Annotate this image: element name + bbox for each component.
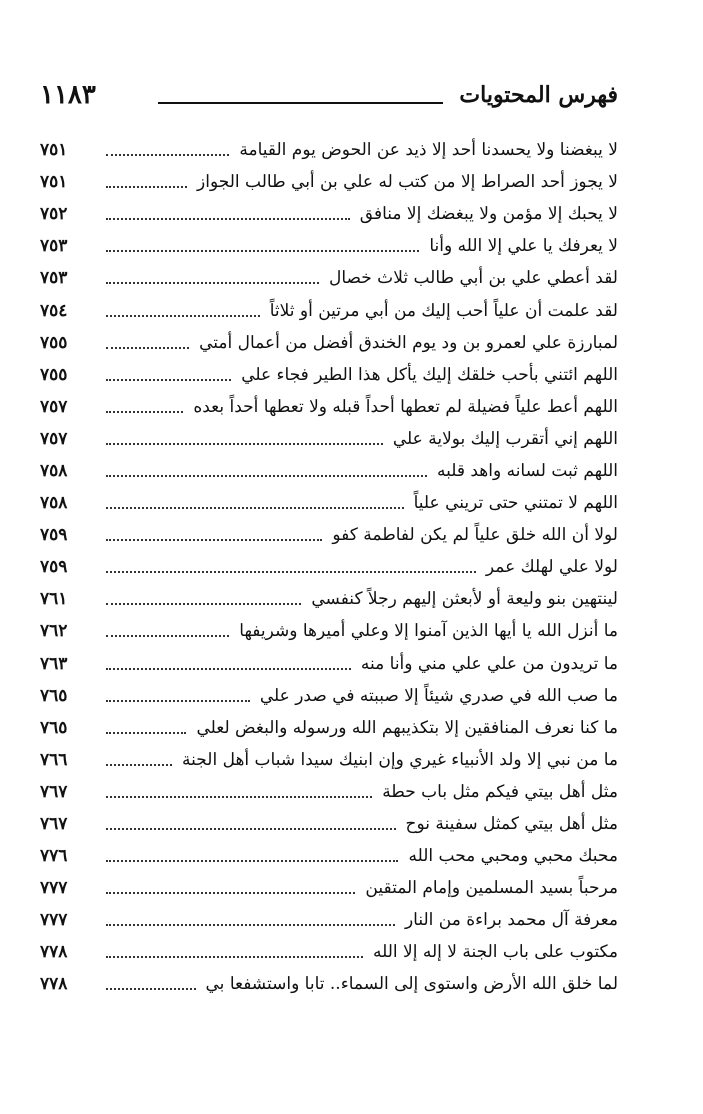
toc-entry	[40, 776, 618, 808]
toc-entry-title: لمبارزة علي لعمرو بن ود يوم الخندق أفضل من أعمال أمتي	[199, 332, 618, 353]
dot-leader	[106, 154, 229, 156]
toc-entry	[40, 519, 618, 551]
dot-leader	[106, 475, 427, 477]
dot-leader	[106, 860, 398, 862]
toc-entry-title: لولا أن الله خلق علياً لم يكن لفاطمة كفو	[332, 525, 618, 546]
toc-entry-page: ٧٧٨	[40, 942, 68, 963]
toc-list	[40, 134, 618, 1001]
toc-entry-title: معرفة آل محمد براءة من النار	[404, 910, 618, 931]
toc-entry-page: ٧٦٥	[40, 685, 68, 706]
toc-entry-title: لولا علي لهلك عمر	[485, 557, 618, 578]
toc-entry-page: ٧٥١	[40, 172, 68, 193]
toc-entry	[40, 936, 618, 968]
toc-entry-page: ٧٦٥	[40, 717, 68, 738]
toc-entry-page: ٧٥٧	[40, 396, 68, 417]
toc-entry	[40, 294, 618, 326]
dot-leader	[106, 956, 363, 958]
toc-entry-title: مثل أهل بيتي كمثل سفينة نوح	[405, 814, 618, 835]
toc-entry-title: مثل أهل بيتي فيكم مثل باب حطة	[382, 781, 618, 802]
dot-leader	[106, 700, 250, 702]
toc-entry	[40, 134, 618, 166]
dot-leader	[106, 411, 183, 413]
toc-entry-title: اللهم إني أتقرب إليك بولاية علي	[392, 428, 618, 449]
toc-entry-page: ٧٦٣	[40, 653, 68, 674]
toc-entry-page: ٧٥٣	[40, 268, 68, 289]
toc-entry-title: مرحباً بسيد المسلمين وإمام المتقين	[365, 878, 618, 899]
toc-entry-page: ٧٥٨	[40, 493, 68, 514]
toc-entry-page: ٧٧٧	[40, 878, 68, 899]
toc-entry-title: ما كنا نعرف المنافقين إلا بتكذيبهم الله ورسوله والبغض لعلي	[196, 717, 618, 738]
toc-entry-title: لينتهين بنو وليعة أو لأبعثن إليهم رجلاً كنفسي	[311, 589, 618, 610]
toc-entry	[40, 904, 618, 936]
toc-entry-title: محبك محبي ومحبي محب الله	[408, 846, 618, 867]
toc-entry-title: ما تريدون من علي علي مني وأنا منه	[360, 653, 618, 674]
toc-entry	[40, 615, 618, 647]
toc-entry-title: مكتوب على باب الجنة لا إله إلا الله	[373, 942, 618, 963]
dot-leader	[106, 186, 187, 188]
toc-entry-page: ٧٧٧	[40, 910, 68, 931]
toc-entry-title: اللهم ثبت لسانه واهد قلبه	[436, 460, 618, 481]
toc-entry	[40, 744, 618, 776]
toc-entry	[40, 551, 618, 583]
dot-leader	[106, 603, 301, 605]
toc-entry-page: ٧٥٣	[40, 236, 68, 257]
toc-entry	[40, 455, 618, 487]
dot-leader	[106, 796, 372, 798]
toc-entry-title: لقد علمت أن علياً أحب إليك من أبي مرتين أو ثلاثاً	[269, 300, 618, 321]
toc-entry	[40, 680, 618, 712]
toc-entry-title: اللهم لا تمتني حتى تريني علياً	[413, 493, 618, 514]
toc-entry	[40, 198, 618, 230]
toc-entry-page: ٧٥٥	[40, 332, 68, 353]
toc-entry	[40, 583, 618, 615]
toc-entry-title: لا يبغضنا ولا يحسدنا أحد إلا ذيد عن الحوض يوم القيامة	[239, 140, 618, 161]
page-title: فهرس المحتويات	[459, 82, 618, 108]
toc-entry	[40, 166, 618, 198]
toc-entry	[40, 648, 618, 680]
toc-entry	[40, 808, 618, 840]
toc-entry-page: ٧٥٨	[40, 460, 68, 481]
toc-entry-title: ما صب الله في صدري شيئاً إلا صببته في صدر علي	[259, 685, 618, 706]
dot-leader	[106, 988, 196, 990]
dot-leader	[106, 764, 172, 766]
toc-entry-title: لا يحبك إلا مؤمن ولا يبغضك إلا منافق	[359, 204, 618, 225]
dot-leader	[106, 282, 319, 284]
toc-entry	[40, 262, 618, 294]
dot-leader	[106, 250, 419, 252]
dot-leader	[106, 315, 260, 317]
header-rule	[158, 102, 443, 104]
toc-entry-page: ٧٥٩	[40, 557, 68, 578]
toc-entry-page: ٧٦١	[40, 589, 68, 610]
toc-entry	[40, 391, 618, 423]
toc-entry	[40, 872, 618, 904]
dot-leader	[106, 347, 189, 349]
toc-entry-page: ٧٧٨	[40, 974, 68, 995]
toc-entry	[40, 487, 618, 519]
toc-entry	[40, 359, 618, 391]
toc-entry-page: ٧٦٢	[40, 621, 68, 642]
toc-entry-page: ٧٥٩	[40, 525, 68, 546]
toc-entry-page: ٧٦٦	[40, 749, 68, 770]
page-number: ١١٨٣	[40, 80, 96, 110]
dot-leader	[106, 571, 476, 573]
dot-leader	[106, 539, 322, 541]
toc-entry	[40, 327, 618, 359]
dot-leader	[106, 443, 383, 445]
page-header	[40, 78, 618, 112]
toc-entry	[40, 968, 618, 1000]
dot-leader	[106, 218, 350, 220]
toc-entry	[40, 423, 618, 455]
dot-leader	[106, 892, 355, 894]
toc-entry-page: ٧٥٢	[40, 204, 68, 225]
toc-entry-page: ٧٥٧	[40, 428, 68, 449]
toc-entry-title: ما من نبي إلا ولد الأنبياء غيري وإن ابنيك سيدا شباب أهل الجنة	[182, 749, 618, 770]
toc-entry-title: لا يعرفك يا علي إلا الله وأنا	[429, 236, 618, 257]
dot-leader	[106, 828, 396, 830]
toc-entry-page: ٧٥٥	[40, 364, 68, 385]
toc-entry	[40, 712, 618, 744]
toc-entry-title: لقد أعطي علي بن أبي طالب ثلاث خصال	[329, 268, 618, 289]
dot-leader	[106, 635, 229, 637]
dot-leader	[106, 507, 404, 509]
dot-leader	[106, 924, 395, 926]
dot-leader	[106, 732, 186, 734]
toc-entry	[40, 230, 618, 262]
toc-entry-page: ٧٥٤	[40, 300, 68, 321]
toc-entry-page: ٧٦٧	[40, 814, 68, 835]
toc-entry-title: لما خلق الله الأرض واستوى إلى السماء.. تابا واستشفعا بي	[205, 974, 618, 995]
dot-leader	[106, 668, 351, 670]
toc-entry-title: ما أنزل الله يا أيها الذين آمنوا إلا وعلي أميرها وشريفها	[239, 621, 618, 642]
dot-leader	[106, 379, 231, 381]
toc-entry-title: اللهم ائتني بأحب خلقك إليك يأكل هذا الطير فجاء علي	[241, 364, 618, 385]
toc-entry-page: ٧٧٦	[40, 846, 68, 867]
toc-entry-page: ٧٦٧	[40, 781, 68, 802]
toc-entry	[40, 840, 618, 872]
toc-entry-page: ٧٥١	[40, 140, 68, 161]
toc-entry-title: اللهم أعط علياً فضيلة لم تعطها أحداً قبله ولا تعطها أحداً بعده	[193, 396, 618, 417]
toc-entry-title: لا يجوز أحد الصراط إلا من كتب له علي بن أبي طالب الجواز	[197, 172, 618, 193]
